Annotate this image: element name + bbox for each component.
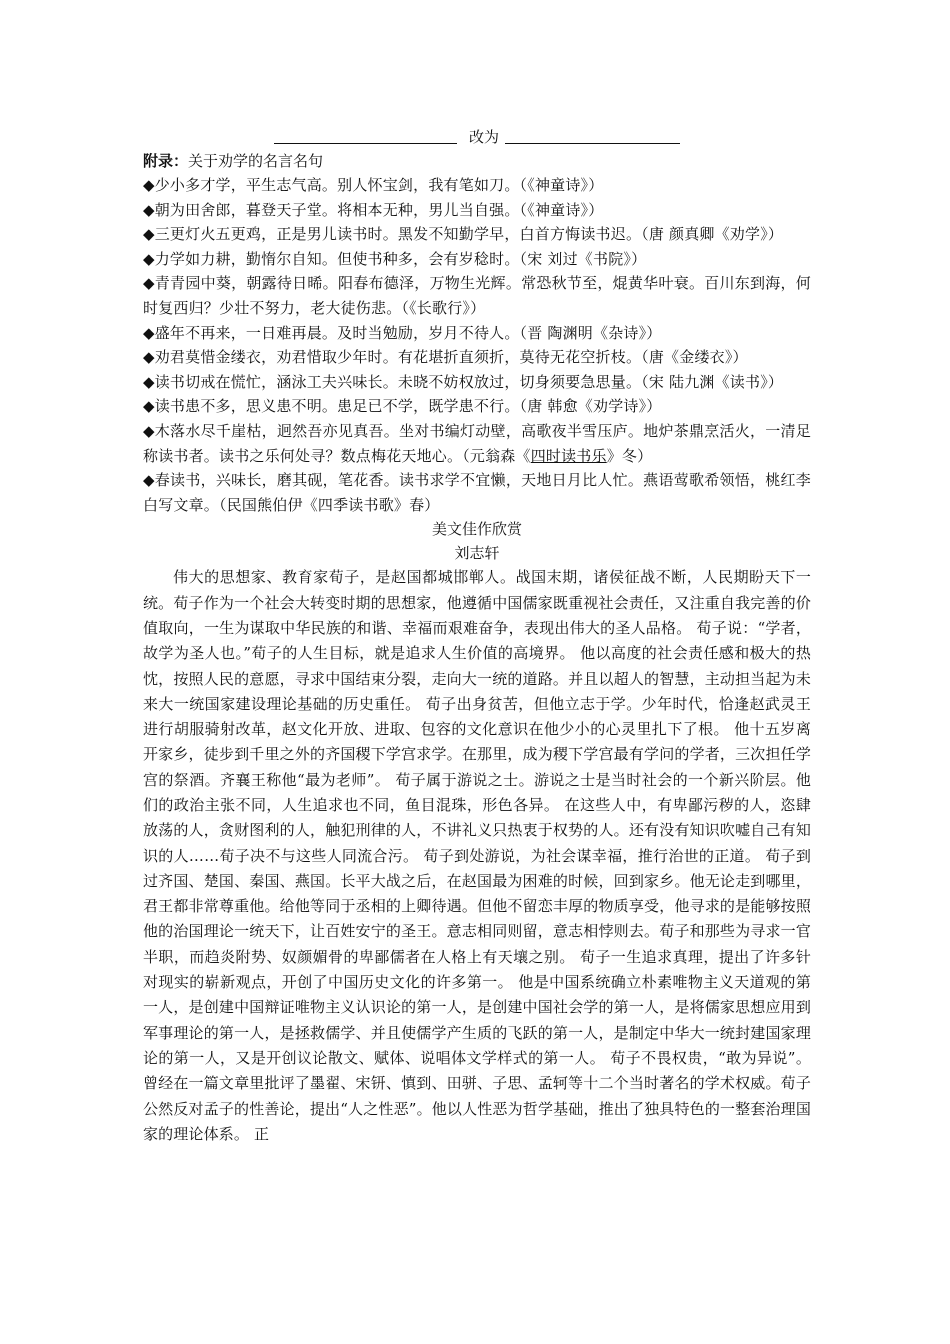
appendix-label: 附录： [143,152,189,170]
appendix-heading [143,149,811,173]
quote-title-link[interactable]: 四时读书乐 [530,446,607,465]
quote-item: ◆读书切戒在慌忙，涵泳工夫兴味长。未晓不妨权放过，切身须要急思量。（宋 陆九渊《读书》） [143,372,784,391]
essay-author: 刘志轩 [454,544,500,563]
blank-line-left[interactable] [274,127,457,144]
quote-text: ◆木落水尽千崖枯，迥然吾亦见真吾。坐对书编灯动壁，高歌夜半雪压庐。地炉茶鼎烹活火，一清足称读书者。读书之乐何处寻？数点梅花天地心。（元翁森《 [143,421,811,465]
quote-item: ◆青青园中葵，朝露待日晞。阳春布德泽，万物生光辉。常恐秋节至，焜黄华叶衰。百川东到海，何时复西归？少壮不努力，老大徒伤悲。（《长歌行》） [143,274,811,317]
appendix-title: 关于劝学的名言名句 [188,152,324,170]
quote-item: ◆盛年不再来，一日难再晨。及时当勉励，岁月不待人。（晋 陶渊明《杂诗》） [143,323,662,342]
quote-text-end: 》冬） [606,446,653,465]
quote-item [143,419,811,468]
blank-line-right[interactable] [505,127,680,144]
essay-paragraph: 伟大的思想家、教育家荀子，是赵国都城邯郸人。战国末期，诸侯征战不断，人民期盼天下一统。荀子作为一个社会大转变时期的思想家，他遵循中国儒家既重视社会责任，又注重自我完善的价值取向，一生为谋取中华民族的和谐、幸福而艰难奋争，表现出伟大的圣人品格。 荀子说：“学者，故学为圣人也。”荀子的人生目标，就是追求人生价值的高境界。 他以高度的社会责任感和极大的热忱，按照人民的意愿，寻求中国结束分裂，走向大一统的道路。并且以超人的智慧，主动担当起为未来大一统国家建设理论基础的历史重任。 荀子出身贫苦，但他立志于学。少年时代，恰逢赵武灵王进行胡服骑射改革，赵文化开放、进取、包容的文化意识在他少小的心灵里扎下了根。 他十五岁离开家乡，徒步到千里之外的齐国稷下学宫求学。在那里，成为稷下学宫最有学问的学者，三次担任学宫的祭酒。齐襄王称他“最为老师”。 荀子属于游说之士。游说之士是当时社会的一个新兴阶层。他们的政治主张不同，人生追求也不同，鱼目混珠，形色各异。 在这些人中，有卑鄙污秽的人，恣肆放荡的人，贪财图利的人，触犯刑律的人，不讲礼义只热衷于权势的人。还有没有知识吹嘘自己有知识的人……荀子决不与这些人同流合污。 荀子到处游说，为社会谋幸福，推行治世的正道。 荀子到过齐国、楚国、秦国、燕国。长平大战之后，在赵国最为困难的时候，回到家乡。他无论走到哪里，君王都非常尊重他。给他等同于丞相的上卿待遇。但他不留恋丰厚的物质享受，他寻求的是能够按照他的治国理论一统天下，让百姓安宁的圣王。意志相同则留，意志相悖则去。荀子和那些为寻求一官半职，而趋炎附势、奴颜媚骨的卑鄙儒者在人格上有天壤之别。 荀子一生追求真理，提出了许多针对现实的崭新观点，开创了中国历史文化的许多第一。 他是中国系统确立朴素唯物主义天道观的第一人，是创建中国辩证唯物主义认识论的第一人，是创建中国社会学的第一人，是将儒家思想应用到军事理论的第一人，是拯救儒学、并且使儒学产生质的飞跃的第一人，是制定中华大一统封建国家理论的第一人，又是开创议论散文、赋体、说唱体文学样式的第一人。 荀子不畏权贵，“敢为异说”。曾经在一篇文章里批评了墨翟、宋钘、慎到、田骈、子思、孟轲等十二个当时著名的学术权威。荀子公然反对孟子的性善论，提出“人之性恶”。他以人性恶为哲学基础，推出了独具特色的一整套治理国家的理论体系。 正 [143,568,811,1143]
quote-item: ◆读书患不多，思义患不明。患足已不学，既学患不行。（唐 韩愈《劝学诗》） [143,397,662,416]
quote-item: ◆少小多才学，平生志气高。别人怀宝剑，我有笔如刀。（《神童诗》） [143,176,604,194]
essay-body [143,565,811,1147]
quote-item: ◆朝为田舍郎，暮登天子堂。将相本无种，男儿当自强。（《神童诗》） [143,200,604,219]
quote-item: ◆劝君莫惜金缕衣，劝君惜取少年时。有花堪折直须折，莫待无花空折枝。（唐《金缕衣》） [143,348,748,367]
essay-section-title: 美文佳作欣赏 [431,520,522,539]
fill-in-blank-line [143,125,811,149]
quote-item: ◆春读书，兴味长，磨其砚，笔花香。读书求学不宜懒，天地日月比人忙。燕语莺歌希领悟，桃红李白写文章。（民国熊伯伊《四季读书歌》春） [143,471,811,514]
quote-item: ◆力学如力耕，勤惰尔自知。但使书种多，会有岁稔时。（宋 刘过《书院》） [143,249,647,268]
document-page [143,125,811,1147]
quote-list [143,173,811,517]
quote-item: ◆三更灯火五更鸡，正是男儿读书时。黑发不知勤学早，白首方悔读书迟。（唐 颜真卿《劝学》） [143,225,784,244]
change-to-label: 改为 [468,128,499,146]
